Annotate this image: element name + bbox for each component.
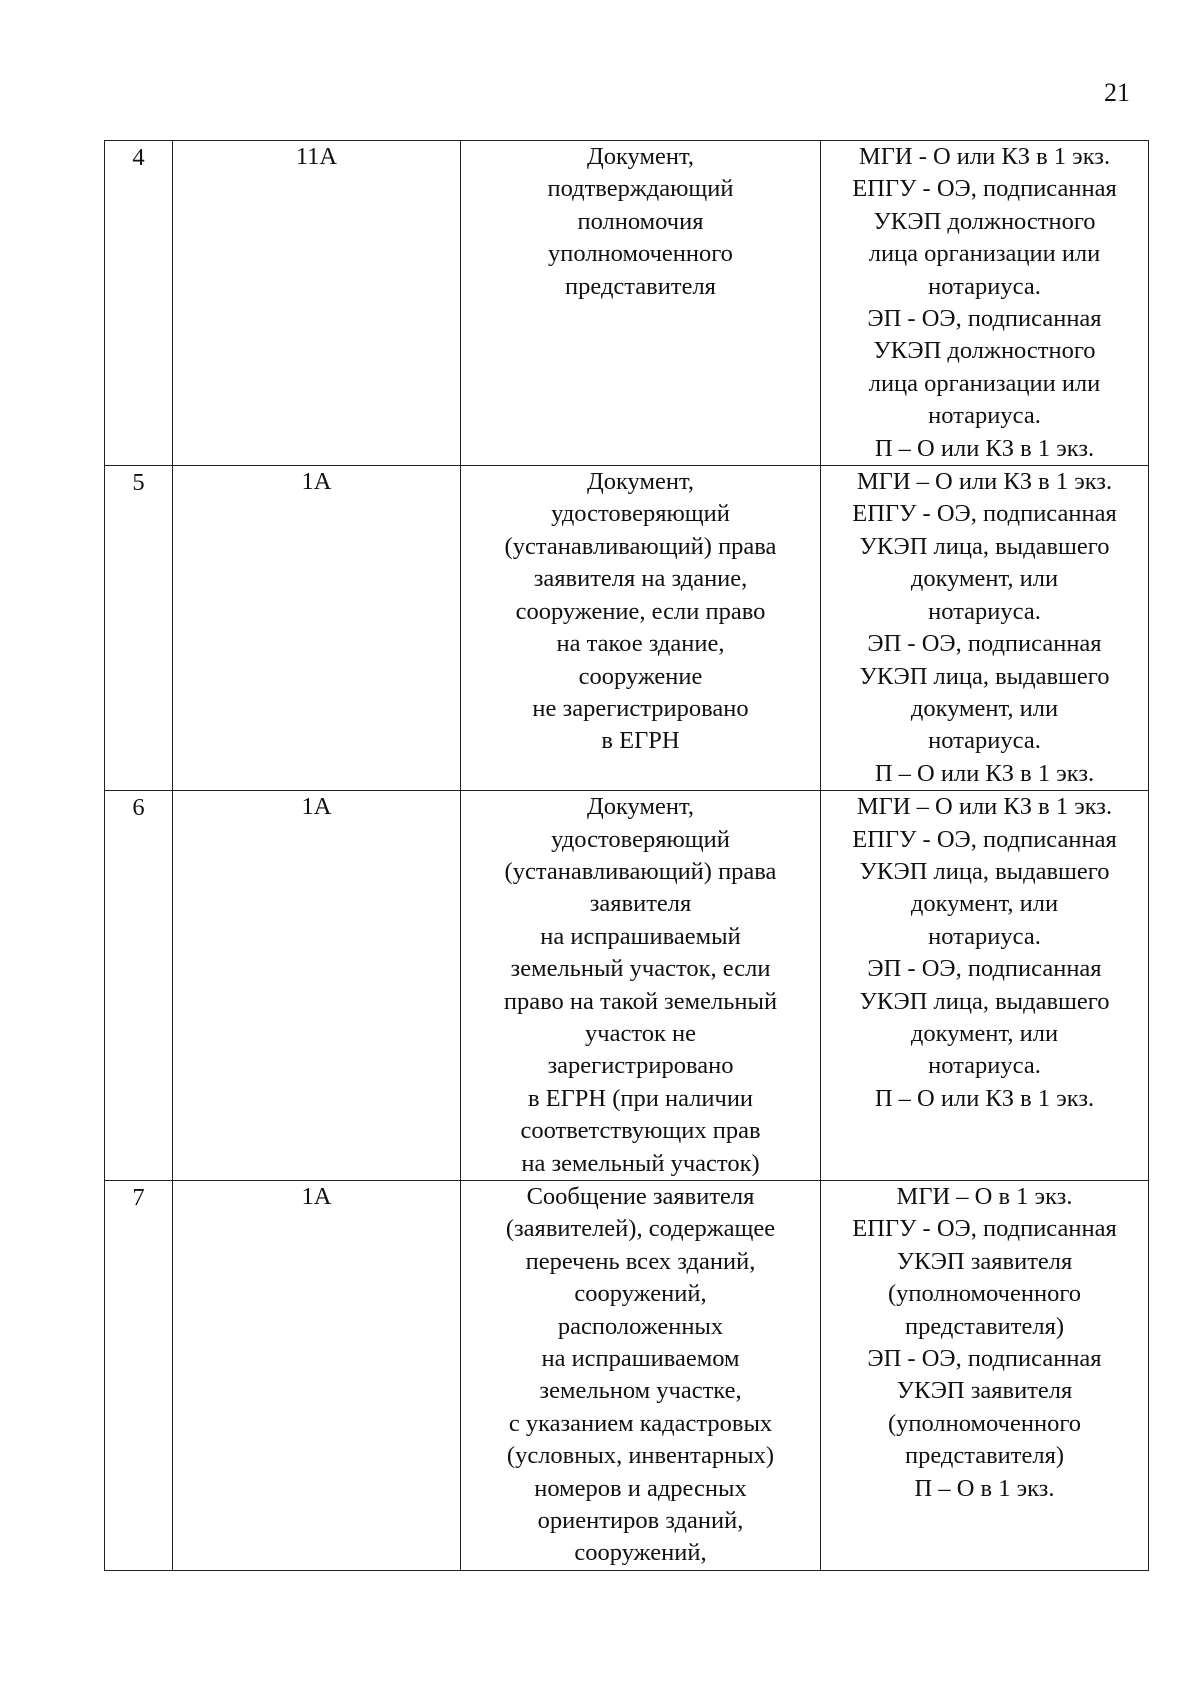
- submission-form-line: нотариуса.: [928, 597, 1041, 625]
- submission-form-line: ЕПГУ - ОЭ, подписанная: [852, 175, 1117, 203]
- document-name-line: земельный участок, если: [510, 955, 771, 983]
- document-name-line: Документ,: [587, 793, 694, 821]
- table-row: [105, 791, 1149, 1181]
- document-name-line: земельном участке,: [539, 1377, 742, 1405]
- submission-form-line: МГИ - О или КЗ в 1 экз.: [858, 143, 1111, 170]
- submission-form-line: нотариуса.: [928, 1052, 1041, 1080]
- submission-form-cell: [821, 1181, 1149, 1571]
- submission-form-line: нотариуса.: [928, 272, 1041, 300]
- document-name-line: ориентиров зданий,: [537, 1507, 744, 1535]
- document-name-line: на испрашиваемом: [541, 1345, 740, 1373]
- document-name-cell: [461, 466, 821, 791]
- submission-form-cell: [821, 141, 1149, 466]
- document-name-line: зарегистрировано: [547, 1052, 734, 1080]
- submission-form-line: УКЭП лица, выдавшего: [859, 857, 1110, 885]
- submission-form-line: нотариуса.: [928, 922, 1041, 950]
- submission-form-line: УКЭП должностного: [873, 337, 1096, 365]
- submission-form-line: МГИ – О или КЗ в 1 экз.: [856, 793, 1113, 821]
- documents-table-body: [105, 141, 1149, 1571]
- document-code-cell: 1А: [173, 1181, 461, 1571]
- submission-form-cell: [821, 791, 1149, 1181]
- document-name-line: полномочия: [577, 207, 704, 235]
- documents-table: [104, 140, 1149, 1571]
- table-row: [105, 141, 1149, 466]
- document-name-line: на земельный участок): [521, 1149, 760, 1177]
- table-row: [105, 1181, 1149, 1571]
- document-name-line: (заявителей), содержащее: [505, 1215, 776, 1243]
- document-name-line: на такое здание,: [556, 630, 725, 658]
- submission-form-line: УКЭП должностного: [873, 207, 1096, 235]
- document-name-line: заявителя на здание,: [533, 565, 748, 593]
- row-number-cell: 4: [105, 141, 173, 466]
- submission-form-line: ЕПГУ - ОЭ, подписанная: [852, 825, 1117, 853]
- submission-form-cell: [821, 466, 1149, 791]
- submission-form-line: ЭП - ОЭ, подписанная: [867, 955, 1102, 983]
- document-name-line: с указанием кадастровых: [508, 1409, 773, 1437]
- submission-form-line: ЭП - ОЭ, подписанная: [867, 630, 1102, 658]
- submission-form-line: документ, или: [910, 890, 1059, 918]
- submission-form-line: документ, или: [910, 565, 1059, 593]
- submission-form-line: МГИ – О или КЗ в 1 экз.: [856, 468, 1113, 496]
- submission-form-line: (уполномоченного: [887, 1409, 1082, 1437]
- document-name-cell: [461, 791, 821, 1181]
- submission-form-line: лица организации или: [868, 369, 1101, 397]
- document-name-line: подтверждающий: [547, 175, 734, 203]
- table-row: [105, 466, 1149, 791]
- submission-form-line: П – О или КЗ в 1 экз.: [874, 759, 1095, 787]
- document-name-line: в ЕГРН: [601, 727, 680, 755]
- document-name-line: представителя: [565, 272, 716, 300]
- submission-form-line: ЭП - ОЭ, подписанная: [867, 1345, 1102, 1373]
- document-name-cell: [461, 1181, 821, 1571]
- submission-form-line: документ, или: [910, 1019, 1059, 1047]
- document-name-line: в ЕГРН (при наличии: [527, 1084, 754, 1112]
- document-name-line: не зарегистрировано: [532, 694, 749, 722]
- document-name-line: уполномоченного: [548, 240, 733, 268]
- document-name-line: сооружение, если право: [515, 597, 766, 625]
- document-name-line: (условных, инвентарных): [506, 1442, 775, 1470]
- document-name-line: номеров и адресных: [534, 1474, 747, 1502]
- submission-form-line: УКЭП лица, выдавшего: [859, 532, 1110, 560]
- document-name-line: сооружение: [578, 662, 703, 690]
- submission-form-line: УКЭП лица, выдавшего: [859, 987, 1110, 1015]
- submission-form-line: П – О или КЗ в 1 экз.: [874, 434, 1095, 462]
- submission-form-line: документ, или: [910, 694, 1059, 722]
- document-name-line: участок не: [585, 1019, 696, 1047]
- document-name-cell: [461, 141, 821, 466]
- submission-form-line: ЭП - ОЭ, подписанная: [867, 305, 1102, 333]
- page-number: 21: [1104, 78, 1130, 107]
- submission-form-line: УКЭП заявителя: [896, 1377, 1073, 1405]
- submission-form-line: ЕПГУ - ОЭ, подписанная: [852, 1215, 1117, 1243]
- document-code-cell: 1А: [173, 791, 461, 1181]
- submission-form-line: УКЭП лица, выдавшего: [859, 662, 1110, 690]
- document-name-line: Документ,: [587, 143, 694, 170]
- document-name-line: удостоверяющий: [551, 825, 730, 853]
- document-code-cell: 1А: [173, 466, 461, 791]
- document-name-line: Документ,: [587, 468, 694, 496]
- submission-form-line: ЕПГУ - ОЭ, подписанная: [852, 500, 1117, 528]
- submission-form-line: представителя): [904, 1442, 1065, 1470]
- submission-form-line: нотариуса.: [928, 727, 1041, 755]
- document-name-line: удостоверяющий: [551, 500, 730, 528]
- document-code-cell: 11А: [173, 141, 461, 466]
- document-name-line: на испрашиваемый: [540, 922, 741, 950]
- document-name-line: Сообщение заявителя: [526, 1183, 755, 1210]
- submission-form-line: лица организации или: [868, 240, 1101, 268]
- submission-form-line: представителя): [904, 1312, 1065, 1340]
- document-name-line: сооружений,: [574, 1280, 707, 1308]
- document-name-line: перечень всех зданий,: [525, 1247, 756, 1275]
- document-name-line: (устанавливающий) права: [504, 857, 777, 885]
- submission-form-line: (уполномоченного: [887, 1280, 1082, 1308]
- row-number-cell: 6: [105, 791, 173, 1181]
- submission-form-line: нотариуса.: [928, 402, 1041, 430]
- document-name-line: (устанавливающий) права: [504, 532, 777, 560]
- row-number-cell: 5: [105, 466, 173, 791]
- document-name-line: право на такой земельный: [503, 987, 778, 1015]
- document-name-line: сооружений,: [574, 1539, 707, 1567]
- submission-form-line: П – О в 1 экз.: [914, 1474, 1055, 1502]
- document-name-line: соответствующих прав: [520, 1117, 761, 1145]
- document-name-line: расположенных: [557, 1312, 724, 1340]
- submission-form-line: УКЭП заявителя: [896, 1247, 1073, 1275]
- submission-form-line: МГИ – О в 1 экз.: [896, 1183, 1073, 1210]
- row-number-cell: 7: [105, 1181, 173, 1571]
- submission-form-line: П – О или КЗ в 1 экз.: [874, 1084, 1095, 1112]
- document-name-line: заявителя: [589, 890, 692, 918]
